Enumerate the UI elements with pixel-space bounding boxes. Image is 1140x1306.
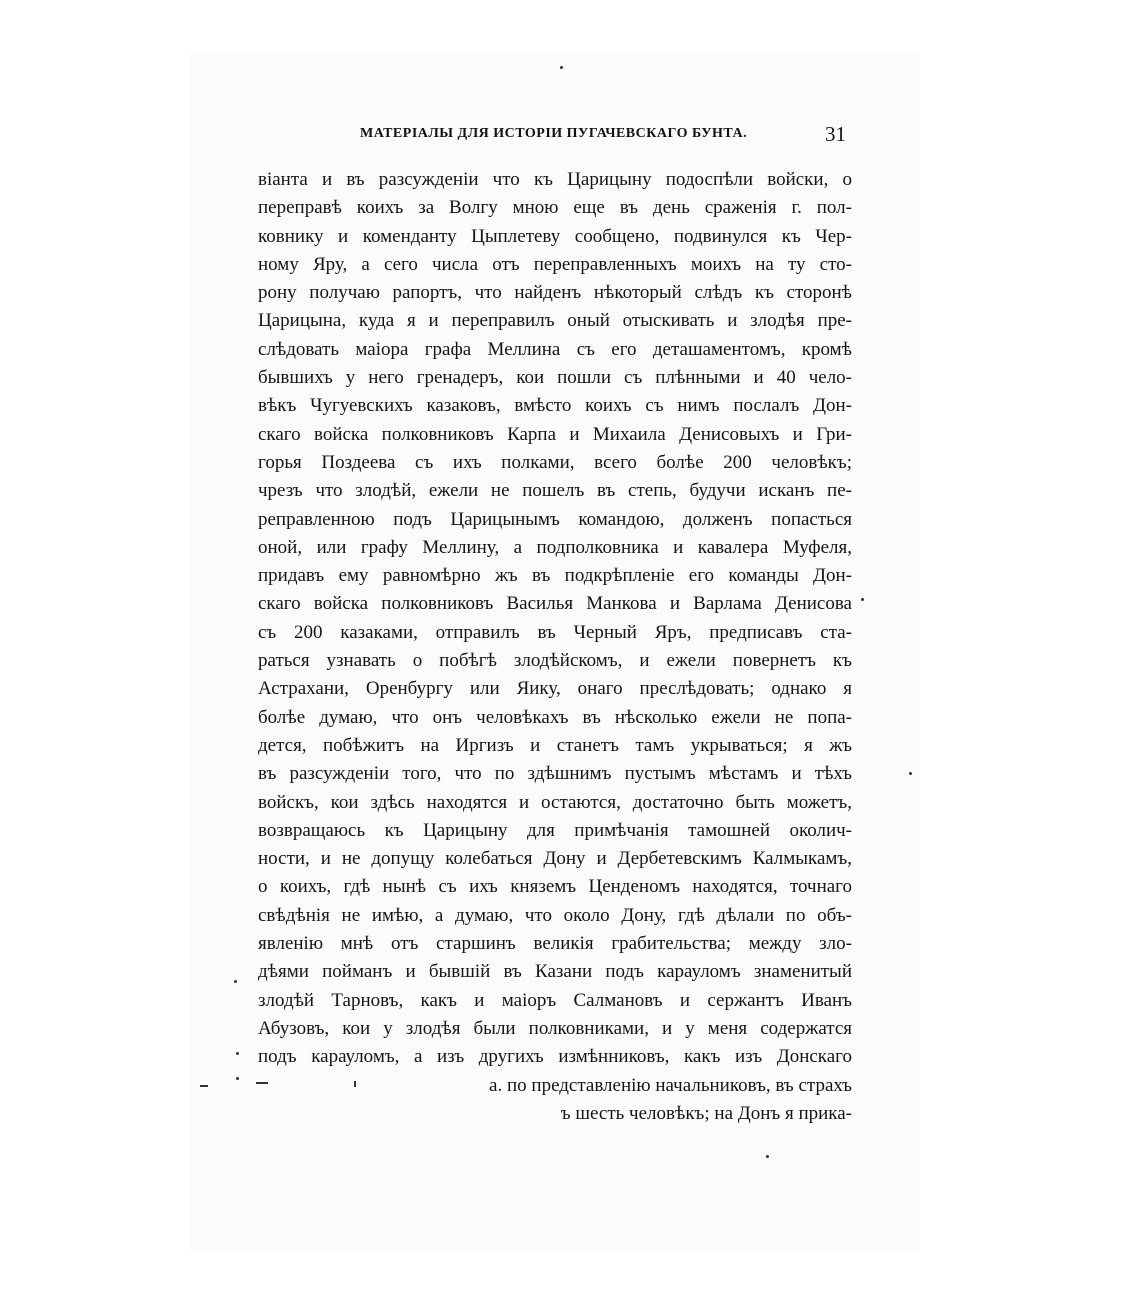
text-line: горья Поздеева съ ихъ полками, всего болѣе 200 человѣкъ; xyxy=(258,451,852,473)
text-line: злодѣй Тарновъ, какъ и маіоръ Салмановъ и сержантъ Иванъ xyxy=(258,989,852,1011)
text-line: ности, и не допущу колебаться Дону и Дербетевскимъ Калмыкамъ, xyxy=(258,848,852,870)
text-line: войскъ, кои здѣсь находятся и остаются, достаточно быть можетъ, xyxy=(258,791,852,813)
text-line: о коихъ, гдѣ нынѣ съ ихъ княземъ Ценденомъ находятся, точнаго xyxy=(258,876,852,898)
running-title: МАТЕРІАЛЫ ДЛЯ ИСТОРІИ ПУГАЧЕВСКАГО БУНТА. xyxy=(360,126,748,141)
text-line: віанта и въ разсужденіи что къ Царицыну подоспѣли войски, о xyxy=(258,169,852,190)
scan-speck xyxy=(234,980,237,983)
text-line: дѣями пойманъ и бывшій въ Казани подъ карауломъ знаменитый xyxy=(258,961,852,983)
text-line: вѣкъ Чугуевскихъ казаковъ, вмѣсто коихъ съ нимъ послалъ Дон- xyxy=(258,395,852,417)
text-line: рону получаю рапортъ, что найденъ нѣкоторый слѣдъ къ сторонѣ xyxy=(258,282,852,304)
running-header xyxy=(360,122,850,146)
text-line: оной, или графу Меллину, а подполковника и кавалера Муфеля, xyxy=(258,536,852,558)
text-line: ному Яру, а сего числа отъ переправленныхъ моихъ на ту сто- xyxy=(258,253,852,275)
text-line: ковнику и коменданту Цыплетеву сообщено, подвинулся къ Чер- xyxy=(258,225,852,247)
text-line: переправѣ коихъ за Волгу мною еще въ день сраженія г. пол- xyxy=(258,197,852,219)
scan-speck xyxy=(766,1155,769,1158)
scan-speck xyxy=(200,1085,208,1087)
text-line: раться узнавать о побѣгѣ злодѣйскомъ, и ежели повернетъ къ xyxy=(258,650,852,672)
page-number: 31 xyxy=(825,122,846,146)
text-line: подъ карауломъ, а изъ другихъ измѣнниковъ, какъ изъ Донскаго xyxy=(258,1046,852,1068)
text-line: бывшихъ у него гренадеръ, кои пошли съ плѣнными и 40 чело- xyxy=(258,367,852,389)
text-line: въ разсужденіи того, что по здѣшнимъ пустымъ мѣстамъ и тѣхъ xyxy=(258,763,852,785)
text-line-damaged: а. по представленію начальниковъ, въ страхъ xyxy=(489,1074,852,1096)
text-line: скаго войска полковниковъ Василья Манкова и Варлама Денисова xyxy=(258,593,852,615)
text-line: Абузовъ, кои у злодѣя были полковниками, и у меня содержатся xyxy=(258,1017,852,1039)
text-line: слѣдовать маіора графа Меллина съ его деташаментомъ, кромѣ xyxy=(258,338,852,360)
text-line: Царицына, куда я и переправилъ оный отыскивать и злодѣя пре- xyxy=(258,310,852,332)
scan-speck xyxy=(236,1077,239,1080)
text-line: явленію мнѣ отъ старшинъ великія грабительства; между зло- xyxy=(258,933,852,955)
text-line: свѣдѣнія не имѣю, а думаю, что около Дону, гдѣ дѣлали по объ- xyxy=(258,904,852,926)
scan-speck xyxy=(909,772,912,775)
text-line: чрезъ что злодѣй, ежели не пошелъ въ степь, будучи исканъ пе- xyxy=(258,480,852,502)
body-text xyxy=(258,166,852,1128)
text-line: дется, побѣжитъ на Иргизъ и станетъ тамъ укрываться; я жъ xyxy=(258,734,852,756)
text-line: придавъ ему равномѣрно жъ въ подкрѣпленіе его команды Дон- xyxy=(258,565,852,587)
text-line: болѣе думаю, что онъ человѣкахъ въ нѣсколько ежели не попа- xyxy=(258,706,852,728)
text-line: Астрахани, Оренбургу или Яику, онаго преслѣдовать; однако я xyxy=(258,678,852,700)
scan-speck xyxy=(861,598,864,601)
scan-speck xyxy=(236,1052,239,1055)
scan-speck xyxy=(560,66,563,69)
scan-speck xyxy=(256,1082,268,1084)
scan-speck xyxy=(354,1081,356,1087)
text-line: скаго войска полковниковъ Карпа и Михаила Денисовыхъ и Гри- xyxy=(258,423,852,445)
text-line: съ 200 казаками, отправилъ въ Черный Яръ, предписавъ ста- xyxy=(258,621,852,643)
text-line: реправленною подъ Царицынымъ командою, долженъ попасться xyxy=(258,508,852,530)
text-line-damaged: ъ шесть человѣкъ; на Донъ я прика- xyxy=(560,1102,852,1124)
text-line: возвращаюсь къ Царицыну для примѣчанія тамошней околич- xyxy=(258,819,852,841)
